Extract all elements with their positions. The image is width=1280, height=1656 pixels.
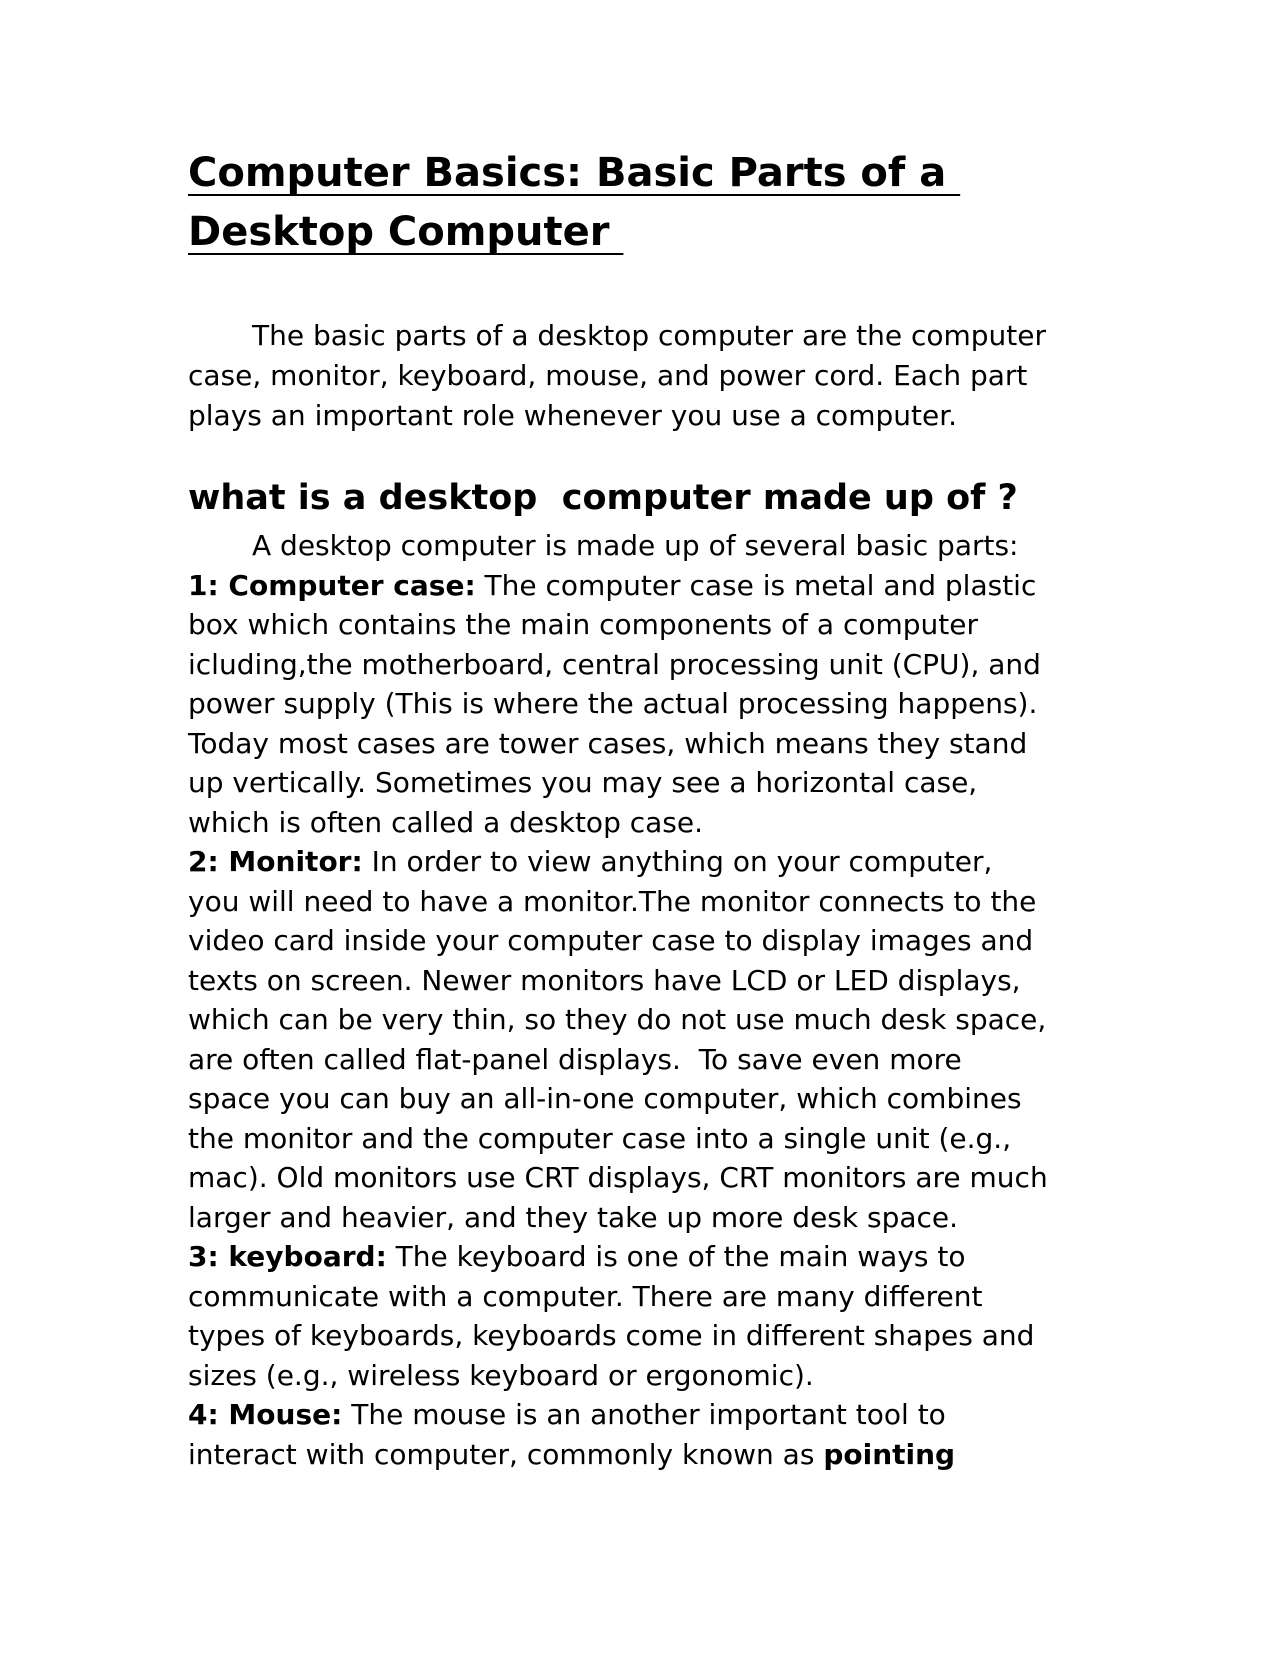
text-line: the monitor and the computer case into a single unit (e.g., <box>188 1121 1012 1155</box>
emphasis-term: pointing <box>823 1437 956 1471</box>
part-label: 3: keyboard: <box>188 1240 387 1273</box>
text-line: which can be very thin, so they do not use much desk space, <box>188 1003 1047 1036</box>
text-line: Today most cases are tower cases, which means they stand <box>188 726 1028 760</box>
part-computer-case: 1: Computer case: The computer case is metal and plastic <box>188 568 1037 602</box>
part-keyboard: 3: keyboard: The keyboard is one of the main ways to <box>188 1240 966 1273</box>
text-line: video card inside your computer case to display images and <box>188 924 1034 957</box>
document-title <box>188 144 960 262</box>
text-line: space you can buy an all-in-one computer, which combines <box>188 1082 1022 1115</box>
section-heading: what is a desktop computer made up of ? <box>188 478 1018 518</box>
text-line: interact with computer, commonly known as pointing <box>188 1437 956 1471</box>
intro-line-1: The basic parts of a desktop computer are the computer <box>252 319 1047 352</box>
text-line: which is often called a desktop case. <box>188 805 704 839</box>
intro-line-2: case, monitor, keyboard, mouse, and power cord. Each part <box>188 359 1028 392</box>
text-line: are often called flat-panel displays. To save even more <box>188 1042 962 1076</box>
text-line: box which contains the main components of a computer <box>188 608 978 641</box>
text-line: up vertically. Sometimes you may see a horizontal case, <box>188 766 978 799</box>
intro-paragraph <box>188 316 1108 436</box>
text-line: types of keyboards, keyboards come in different shapes and <box>188 1319 1035 1352</box>
text-line: power supply (This is where the actual processing happens). <box>188 687 1038 720</box>
text-line: you will need to have a monitor.The monitor connects to the <box>188 884 1037 918</box>
text-line: sizes (e.g., wireless keyboard or ergonomic). <box>188 1358 814 1392</box>
text-line: texts on screen. Newer monitors have LCD or LED displays, <box>188 963 1021 997</box>
part-mouse: 4: Mouse: The mouse is an another important tool to <box>188 1398 946 1431</box>
title-line-2: Desktop Computer <box>188 209 624 255</box>
part-label: 2: Monitor: <box>188 845 363 878</box>
part-monitor: 2: Monitor: In order to view anything on your computer, <box>188 845 993 878</box>
part-label: 4: Mouse: <box>188 1398 343 1431</box>
text-line: communicate with a computer. There are many different <box>188 1279 983 1313</box>
parts-list <box>188 526 1108 1474</box>
text-line: larger and heavier, and they take up more desk space. <box>188 1200 959 1234</box>
text-line: mac). Old monitors use CRT displays, CRT monitors are much <box>188 1161 1048 1194</box>
lead-line: A desktop computer is made up of several basic parts: <box>252 529 1019 562</box>
intro-line-3: plays an important role whenever you use a computer. <box>188 399 958 432</box>
text-line: icluding,the motherboard, central processing unit (CPU), and <box>188 647 1041 681</box>
title-line-1: Computer Basics: Basic Parts of a <box>188 150 961 196</box>
part-label: 1: Computer case: <box>188 568 476 602</box>
